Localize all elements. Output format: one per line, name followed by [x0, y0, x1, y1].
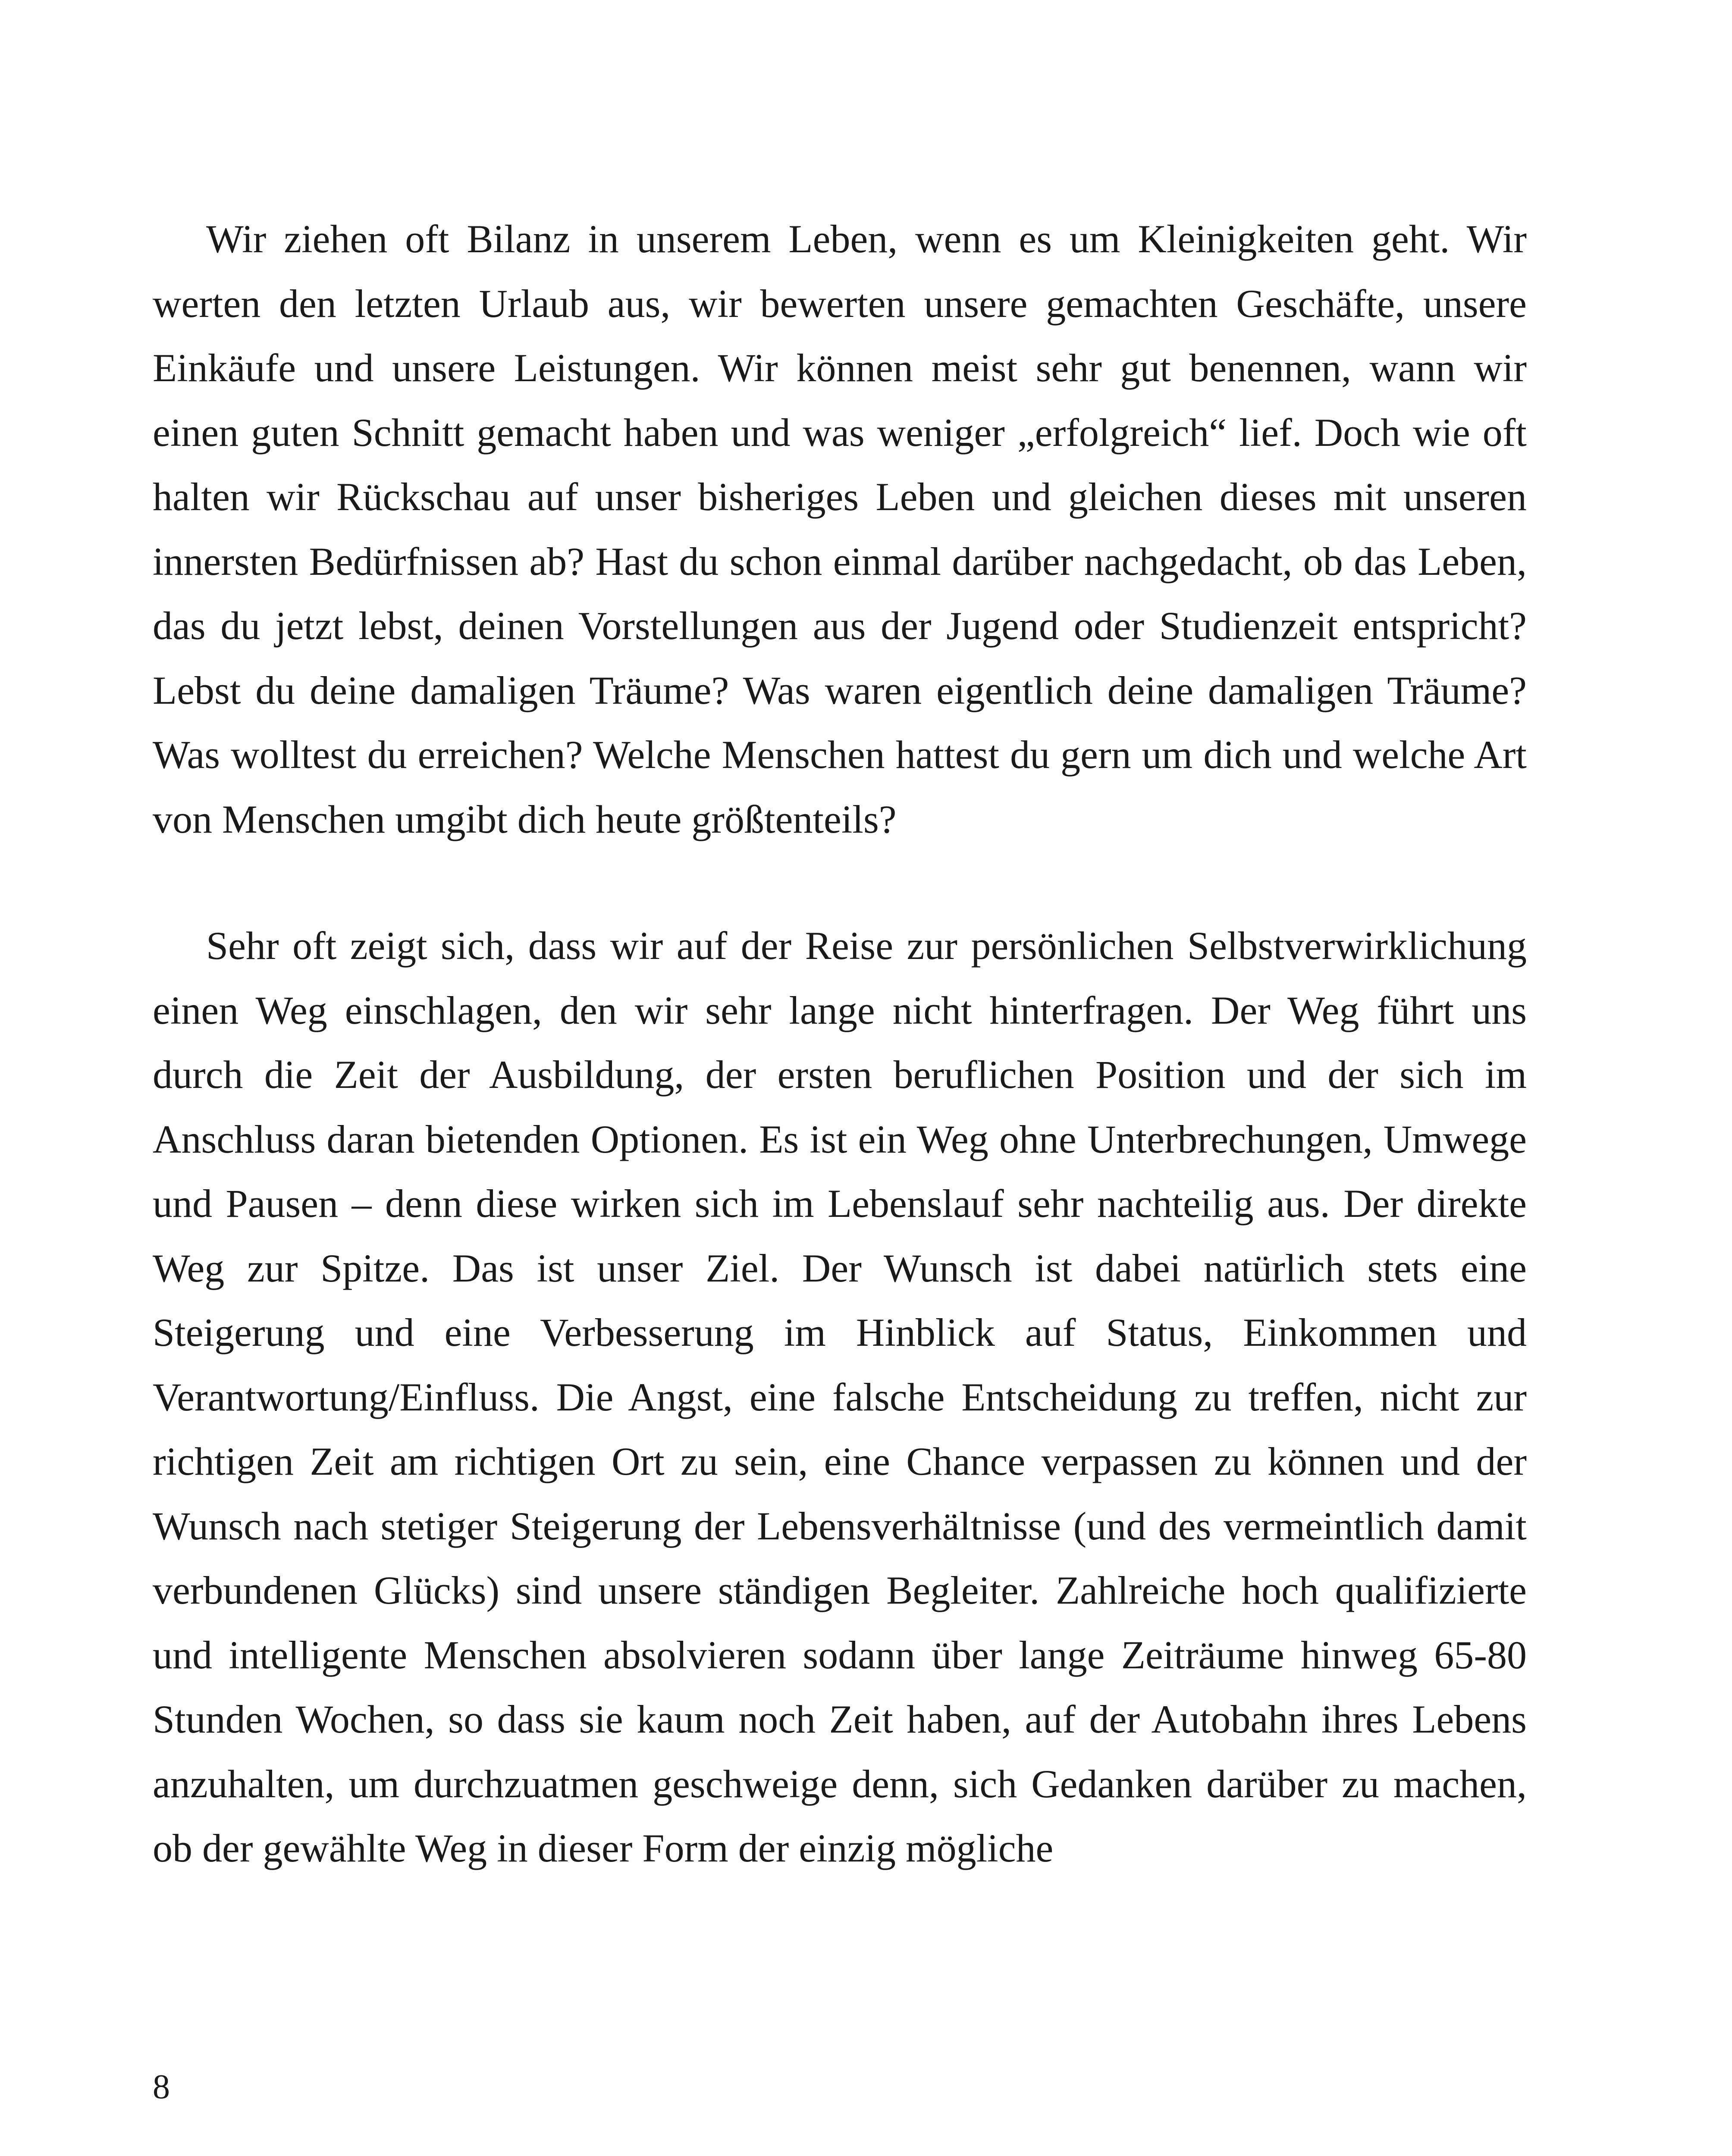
paragraph-2: Sehr oft zeigt sich, dass wir auf der Reise zur persönlichen Selbstverwirklichung einen Weg einschlagen, den wir sehr lange nicht hinterfragen. Der Weg führt uns durch die Zeit der Ausbildung, der ersten beruflichen Position und der sich im Anschluss daran bietenden Optionen. Es ist ein Weg ohne Unterbrechungen, Umwege und Pausen – denn diese wirken sich im Lebenslauf sehr nachteilig aus. Der direkte Weg zur Spitze. Das ist unser Ziel. Der Wunsch ist dabei natürlich stets eine Steigerung und eine Verbesserung im Hinblick auf Status, Einkommen und Verantwortung/Einfluss. Die Angst, eine falsche Entscheidung zu treffen, nicht zur richtigen Zeit am richtigen Ort zu sein, eine Chance verpassen zu können und der Wunsch nach stetiger Steigerung der Lebensverhältnisse (und des vermeintlich damit verbundenen Glücks) sind unsere ständigen Begleiter. Zahlreiche hoch qualifizierte und intelligente Menschen absolvieren sodann über lange Zeiträume hinweg 65-80 Stunden Wochen, so dass sie kaum noch Zeit haben, auf der Autobahn ihres Lebens anzuhalten, um durchzuatmen geschweige denn, sich Gedanken darüber zu machen, ob der gewählte Weg in dieser Form der einzig mögliche — [153, 924, 1527, 1870]
paragraph-1: Wir ziehen oft Bilanz in unserem Leben, wenn es um Kleinigkeiten geht. Wir werten den letzten Urlaub aus, wir bewerten unsere gemachten Geschäfte, unsere Einkäufe und unsere Leistungen. Wir können meist sehr gut benennen, wann wir einen guten Schnitt gemacht haben und was weniger „erfolgreich“ lief. Doch wie oft halten wir Rückschau auf unser bisheriges Leben und gleichen dieses mit unseren innersten Bedürfnissen ab? Hast du schon einmal darüber nachgedacht, ob das Leben, das du jetzt lebst, deinen Vorstellungen aus der Jugend oder Studienzeit entspricht? Lebst du deine damaligen Träume? Was waren eigentlich deine damaligen Träume? Was wolltest du erreichen? Welche Menschen hattest du gern um dich und welche Art von Menschen umgibt dich heute größtenteils? — [153, 217, 1527, 841]
page-number: 8 — [153, 2068, 170, 2106]
body-text — [153, 207, 1527, 1881]
